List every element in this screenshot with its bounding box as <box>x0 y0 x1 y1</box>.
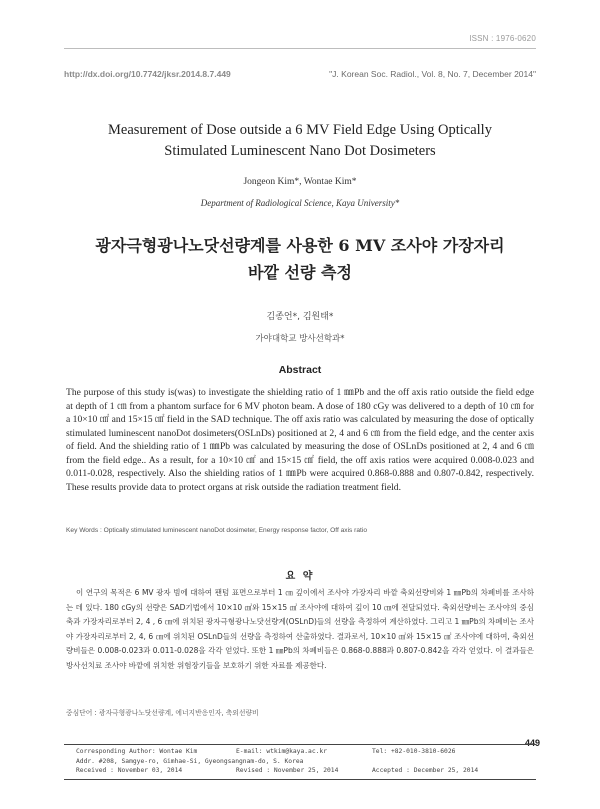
revised-date: Revised : November 25, 2014 <box>236 767 339 774</box>
author-info-footer <box>64 744 536 780</box>
footer-row-contact <box>76 747 524 757</box>
authors-korean: 김종언*, 김원태* <box>266 312 334 322</box>
affiliation-english: Department of Radiological Science, Kaya University* <box>200 198 400 208</box>
title-en-line-1: Measurement of Dose outside a 6 MV Field Edge Using Optically <box>108 122 492 138</box>
paper-title-korean <box>80 232 520 286</box>
summary-heading-korean: 요 약 <box>285 571 315 582</box>
title-ko-line-2: 바깥 선량 측정 <box>248 263 352 282</box>
title-ko-line-1: 광자극형광나노닷선량계를 사용한 6 MV 조사야 가장자리 <box>95 236 505 255</box>
accepted-date: Accepted : December 25, 2014 <box>372 767 479 774</box>
paper-title-english <box>70 120 530 162</box>
abstract-text: The purpose of this study is(was) to investigate the shielding ratio of 1 ㎜Pb and the off axis ratio outside the field edge at depth of 1 ㎝ from a phantom surface for 6 MV photon beam. A dose of 180 cGy was delivered to a depth of 10 ㎝ for a 10×10 ㎠ and 15×15 ㎠ field in the SAD technique. The off axis ratio was calculated by measuring the dose of optically stimulated luminescent nanoDot dosimeters(OSLnDs) positioned at 2, 4 and 6 ㎝ from the field edge, and the center axis of field. And the shielding ratio of 1 ㎜Pb was calculated by measuring the dose of OSLnDs positioned at 2, 4 and 6 ㎝ from the field edge.. As a result, for a 10×10 ㎠ and 15×15 ㎠ field, the off axis ratios were acquired 0.008-0.023 and 0.011-0.028, respectively. Also the shielding ratios of 1 ㎜Pb were acquired 0.868-0.888 and 0.807-0.842, respectively. These results provide data to protect organs at risk outside the radiation treatment field. <box>66 387 534 493</box>
doi-link[interactable]: http://dx.doi.org/10.7742/jksr.2014.8.7.449 <box>64 69 231 79</box>
author-tel: Tel: +82-010-3810-6026 <box>372 748 456 755</box>
summary-text-korean: 이 연구의 목적은 6 MV 광자 빔에 대하여 팬텀 표면으로부터 1 ㎝ 깊이에서 조사야 가장자리 바깥 축외선량비와 1 ㎜Pb의 차폐비를 조사하는 데 있다. 180 cGy의 선량은 SAD기법에서 10×10 ㎠와 15×15 ㎠ 조사야에 대하여 깊이 10 ㎝에 전달되었다. 축외선량비는 조사야의 중심축과 가장자리로부터 2, 4 , 6 ㎝에 위치된 광자극형광나노닷선량계(OSLnD)들의 선량을 측정하여 계산하였다. 그리고 1 ㎜Pb의 차폐비는 조사야 가장자리로부터 2, 4, 6 ㎝에 위치된 OSLnD들의 선량을 측정하여 산출하였다. 결과로서, 10×10 ㎠와 15×15 ㎠ 조사야에 대하여, 축외선량비들은 0.008-0.023과 0.011-0.028을 각각 얻었다. 또한 1 ㎜Pb의 차폐비들은 0.868-0.888과 0.807-0.842을 각각 얻었다. 이 결과들은 방사선치료 조사야 바깥에 위치한 위험장기들을 보호하기 위한 자료를 제공한다. <box>66 588 534 670</box>
title-en-line-2: Stimulated Luminescent Nano Dot Dosimeters <box>164 143 436 159</box>
affiliation-korean: 가야대학교 방사선학과* <box>255 334 345 344</box>
author-address: Addr. #208, Samgye-ro, Gimhae-Si, Gyeongsangnam-do, S. Korea <box>76 757 304 765</box>
abstract-heading: Abstract <box>278 364 322 376</box>
corresponding-author: Corresponding Author: Wontae Kim <box>76 748 198 755</box>
journal-reference: "J. Korean Soc. Radiol., Vol. 8, No. 7, December 2014" <box>329 69 536 79</box>
footer-row-dates <box>76 766 524 776</box>
author-email[interactable]: E-mail: wtkim@kaya.ac.kr <box>236 748 327 755</box>
header-divider <box>64 48 536 49</box>
received-date: Received : November 03, 2014 <box>76 767 183 774</box>
footer-row-address <box>76 757 524 767</box>
page-number: 449 <box>524 738 540 748</box>
keywords-korean: 중심단어 : 광자극형광나노닷선량계, 에너지반응인자, 축외선량비 <box>66 709 259 717</box>
issn-label: ISSN : 1976-0620 <box>469 34 536 43</box>
keywords-english: Key Words : Optically stimulated luminescent nanoDot dosimeter, Energy response factor, Off axis ratio <box>66 527 368 534</box>
authors-english: Jongeon Kim*, Wontae Kim* <box>243 177 357 187</box>
